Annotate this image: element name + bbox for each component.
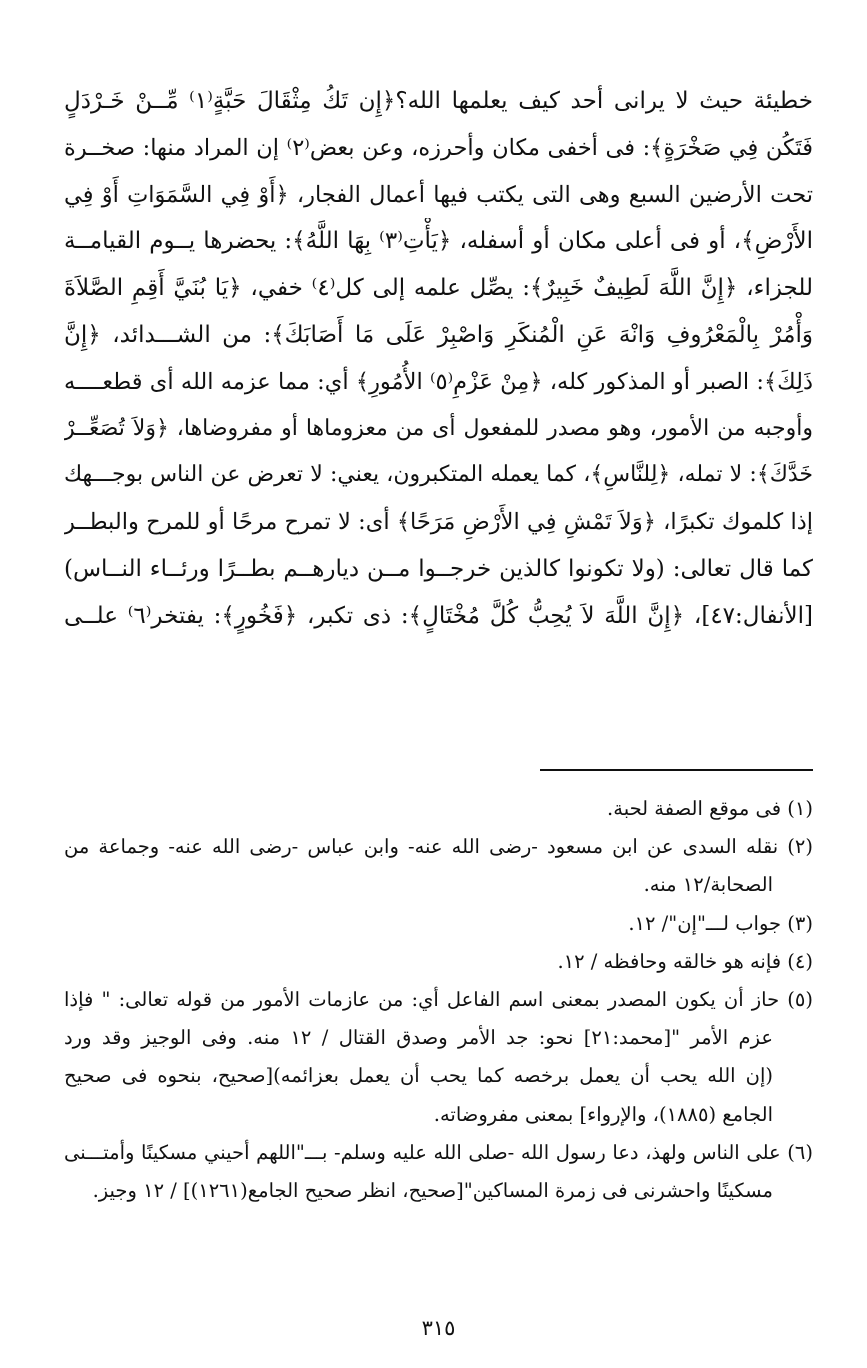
- footnote-1: [64, 790, 813, 828]
- footnote-6: [64, 1134, 813, 1210]
- footnote-line: (١) فى موقع الصفة لحبة.: [607, 797, 813, 820]
- main-line: وأوجبه من الأمور، وهو مصدر للمفعول أى من معزوماها أو مفروضاها، ﴿وَلاَ تُصَعِّــرْ: [64, 415, 813, 441]
- footnote-line: الجامع (١٨٨٥)، والإرواء] بمعنى مفروضاته.: [433, 1102, 773, 1126]
- main-line: ذَلِكَ﴾: الصبر أو المذكور كله، ﴿مِنْ عَزْمِ⁽٥⁾ الأُمُورِ﴾ أي: مما عزمه الله أى قطعــــه: [64, 368, 813, 395]
- main-line: [الأنفال:٤٧]، ﴿إِنَّ اللَّهَ لاَ يُحِبُّ كُلَّ مُخْتَالٍ﴾: ذى تكبر، ﴿فَخُورٍ﴾: يفتخر⁽٦⁾ علــى: [64, 602, 813, 629]
- page-number: ٣١٥: [421, 1316, 456, 1340]
- footnote-3: [64, 905, 813, 943]
- footnote-line: (٤) فإنه هو خالقه وحافظه / ١٢.: [557, 949, 813, 973]
- footnote-5: [64, 981, 813, 1134]
- main-line: كما قال تعالى: (ولا تكونوا كالذين خرجــوا مــن ديارهــم بطــرًا ورئــاء النــاس): [64, 555, 813, 582]
- main-line: فَتَكُن فِي صَخْرَةٍ﴾: فى أخفى مكان وأحرزه، وعن بعض⁽٢⁾ إن المراد منها: صخــرة: [64, 134, 813, 161]
- main-text-block: [64, 78, 813, 640]
- footnote-line: (إن الله يحب أن يعمل برخصه كما يحب أن يعمل بعزائمه)[صحيح، بنحوه فى صحيح: [64, 1064, 773, 1088]
- footnotes-block: [64, 790, 813, 1210]
- footnote-line: (٦) على الناس ولهذ، دعا رسول الله -صلى الله عليه وسلم- بـــ"اللهم أحيني مسكينًا وأمتـــنى: [64, 1140, 813, 1164]
- main-line: وَأْمُرْ بِالْمَعْرُوفِ وَانْهَ عَنِ الْمُنكَرِ وَاصْبِرْ عَلَى مَا أَصَابَكَ﴾: من الشـــدائد، ﴿إِنَّ: [64, 321, 813, 348]
- footnote-line: (٢) نقله السدى عن ابن مسعود -رضى الله عنه- وابن عباس -رضى الله عنه- وجماعة من: [64, 835, 813, 859]
- main-line: خطيئة حيث لا يرانى أحد كيف يعلمها الله؟﴿إِن تَكُ مِثْقَالَ حَبَّةٍ⁽١⁾ مِّــنْ خَـرْدَلٍ: [64, 88, 813, 114]
- main-line: خَدَّكَ﴾: لا تمله، ﴿لِلنَّاسِ﴾، كما يعمله المتكبرون، يعني: لا تعرض عن الناس بوجـــهك: [64, 462, 813, 488]
- footnote-2: [64, 828, 813, 904]
- main-line: الأَرْضِ﴾، أو فى أعلى مكان أو أسفله، ﴿يَأْتِ⁽٣⁾ بِهَا اللَّهُ﴾: يحضرها يــوم القيامــة: [64, 228, 813, 255]
- footnote-4: [64, 943, 813, 981]
- footnote-line: (٣) جواب لـــ"إن"/ ١٢.: [628, 911, 813, 935]
- footnote-separator: [540, 769, 813, 771]
- main-line: للجزاء، ﴿إِنَّ اللَّهَ لَطِيفٌ خَبِيرٌ﴾: يصِّل علمه إلى كل⁽٤⁾ خفي، ﴿يَا بُنَيَّ أَقِمِ الصَّلاَةَ: [64, 275, 813, 302]
- footnote-line: الصحابة/١٢ منه.: [643, 873, 773, 897]
- footnote-line: مسكينًا واحشرنى فى زمرة المساكين"[صحيح، انظر صحيح الجامع(١٢٦١)] / ١٢ وجيز.: [92, 1179, 773, 1203]
- main-line: تحت الأرضين السبع وهى التى يكتب فيها أعمال الفجار، ﴿أَوْ فِي السَّمَوَاتِ أَوْ فِي: [64, 181, 813, 208]
- document-page: [64, 78, 813, 1368]
- main-line: إذا كلموك تكبرًا، ﴿وَلاَ تَمْشِ فِي الأَرْضِ مَرَحًا﴾ أى: لا تمرح مرحًا أو للمرح والبطــر: [64, 509, 813, 536]
- footnote-line: (٥) حاز أن يكون المصدر بمعنى اسم الفاعل أي: من عازمات الأمور من قوله تعالى: " فإذا: [64, 988, 813, 1012]
- footnote-line: عزم الأمر "[محمد:٢١] نحو: جد الأمر وصدق القتال / ١٢ منه. وفى الوجيز وقد ورد: [64, 1026, 773, 1050]
